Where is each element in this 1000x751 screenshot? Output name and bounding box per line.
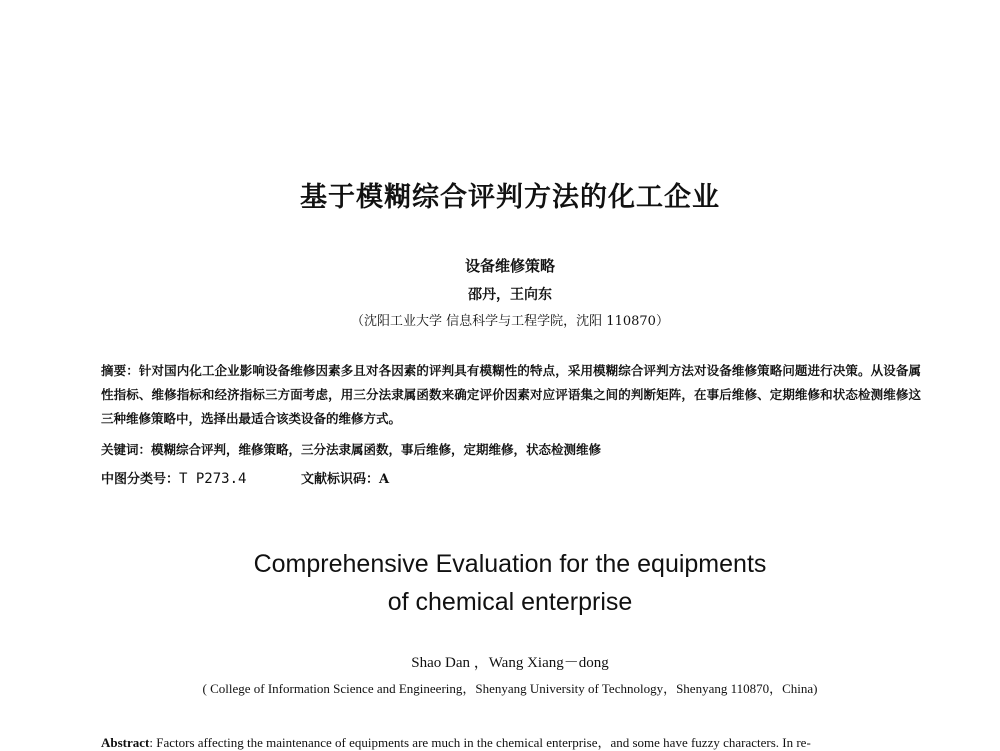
classification-row — [101, 468, 389, 487]
document-code — [301, 472, 389, 487]
keywords-text: 模糊综合评判，维修策略，三分法隶属函数，事后维修，定期维修，状态检测维修 — [151, 442, 602, 457]
abstract-label: 摘要： — [101, 363, 139, 378]
english-authors: Shao Dan ，Wang Xiang－dong — [411, 655, 609, 671]
english-abstract-text: : Factors affecting the maintenance of equipments are much in the chemical enterprise，and some have fuzzy characters. In re- — [149, 735, 811, 750]
abstract-text: 针对国内化工企业影响设备维修因素多且对各因素的评判具有模糊性的特点，采用模糊综合评判方法对设备维修策略问题进行决策。从设备属性指标、维修指标和经济指标三方面考虑，用三分法隶属函数来确定评价因素对应评语集之间的判断矩阵，在事后维修、定期维修和状态检测维修这三种维修策略中，选择出最适合该类设备的维修方式。 — [101, 363, 921, 426]
chinese-subtitle: 设备维修策略 — [464, 257, 555, 275]
chinese-affiliation: （沈阳工业大学 信息科学与工程学院，沈阳 110870） — [351, 314, 669, 329]
document-code-value: A — [379, 472, 390, 487]
chinese-authors: 邵丹，王向东 — [468, 287, 552, 303]
chinese-title: 基于模糊综合评判方法的化工企业 — [300, 182, 720, 213]
chinese-keywords — [101, 440, 921, 458]
english-affiliation: ( College of Information Science and Engineering，Shenyang University of Technology，Shenyang 110870，China) — [202, 681, 818, 696]
chinese-abstract — [101, 359, 921, 431]
english-title-line-1: Comprehensive Evaluation for the equipments — [253, 550, 767, 578]
keywords-label: 关键词： — [101, 442, 152, 457]
class-number-label: 中图分类号： — [101, 472, 180, 487]
english-title — [0, 545, 1000, 621]
english-title-line-2: of chemical enterprise — [387, 588, 633, 616]
english-abstract-label: Abstract — [101, 735, 150, 750]
document-code-label: 文献标识码： — [300, 472, 379, 487]
class-number-value: T P273.4 — [179, 471, 247, 487]
